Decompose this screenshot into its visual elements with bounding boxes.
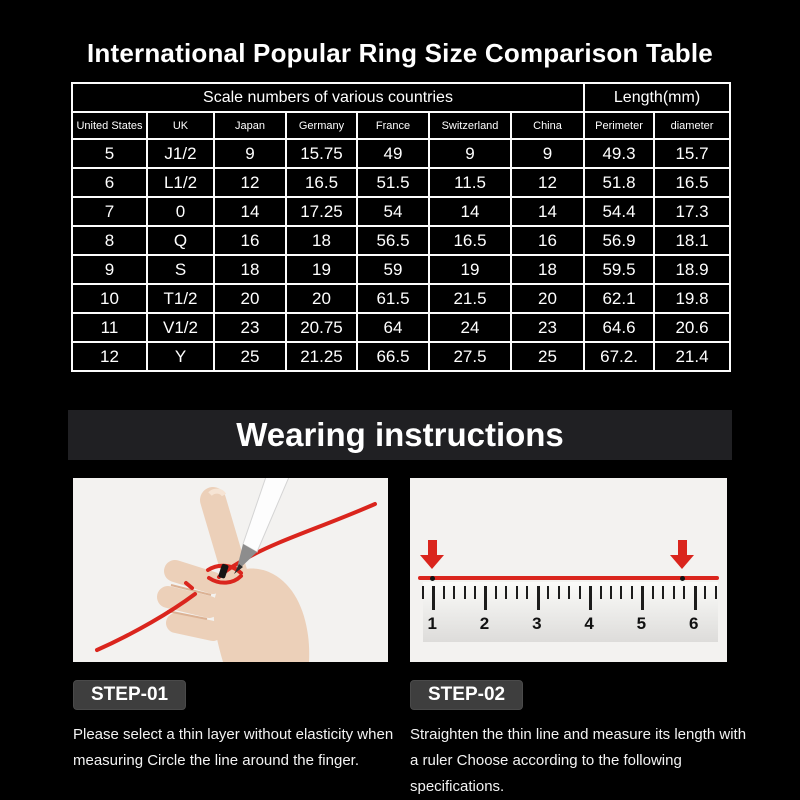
ruler-tick <box>579 586 581 599</box>
table-cell: 16 <box>214 226 286 255</box>
table-cell: 10 <box>72 284 147 313</box>
table-cell: T1/2 <box>147 284 214 313</box>
table-cell: 20 <box>214 284 286 313</box>
table-cell: 56.9 <box>584 226 654 255</box>
ruler-number: 2 <box>479 614 490 633</box>
ruler-tick <box>589 586 592 610</box>
table-cell: 59.5 <box>584 255 654 284</box>
ruler-tick <box>683 586 685 599</box>
table-cell: 14 <box>214 197 286 226</box>
table-cell: 61.5 <box>357 284 429 313</box>
string-end-dot <box>430 576 435 581</box>
ruler-tick <box>662 586 664 599</box>
table-cell: 12 <box>511 168 584 197</box>
group-header-cell: Scale numbers of various countries <box>72 83 584 112</box>
table-cell: 6 <box>72 168 147 197</box>
ruler-tick <box>464 586 466 599</box>
table-cell: 15.75 <box>286 139 357 168</box>
step-2-section <box>410 478 747 800</box>
table-cell: 62.1 <box>584 284 654 313</box>
table-cell: 5 <box>72 139 147 168</box>
table-cell: Y <box>147 342 214 371</box>
step-2-caption: Straighten the thin line and measure its length with a ruler Choose according to the following specifications. <box>410 726 747 795</box>
column-header-cell: diameter <box>654 112 730 139</box>
table-cell: 54 <box>357 197 429 226</box>
table-cell: 21.25 <box>286 342 357 371</box>
ring-size-table-wrap <box>71 82 729 372</box>
ruler-tick <box>474 586 476 599</box>
table-cell: 21.4 <box>654 342 730 371</box>
table-cell: 11 <box>72 313 147 342</box>
table-cell: 9 <box>511 139 584 168</box>
table-cell: 19 <box>429 255 511 284</box>
ruler-number: 1 <box>427 614 437 633</box>
finger-string-illustration <box>73 478 388 662</box>
group-header-cell: Length(mm) <box>584 83 730 112</box>
table-row <box>72 342 730 371</box>
table-cell: 59 <box>357 255 429 284</box>
table-row <box>72 139 730 168</box>
table-cell: 11.5 <box>429 168 511 197</box>
column-header-cell: Germany <box>286 112 357 139</box>
table-cell: 20 <box>511 284 584 313</box>
string-end-dot <box>680 576 685 581</box>
table-cell: 9 <box>214 139 286 168</box>
table-cell: 16 <box>511 226 584 255</box>
down-arrow-icon <box>669 540 695 569</box>
table-cell: 56.5 <box>357 226 429 255</box>
table-cell: V1/2 <box>147 313 214 342</box>
ruler-tick <box>547 586 549 599</box>
column-header-cell: UK <box>147 112 214 139</box>
ruler-illustration <box>410 478 727 662</box>
column-header-cell: China <box>511 112 584 139</box>
table-cell: 19.8 <box>654 284 730 313</box>
ruler-tick <box>422 586 424 599</box>
table-cell: 20 <box>286 284 357 313</box>
table-cell: 14 <box>511 197 584 226</box>
table-cell: 18 <box>511 255 584 284</box>
table-cell: 20.6 <box>654 313 730 342</box>
table-cell: 9 <box>429 139 511 168</box>
instructions-banner <box>68 410 732 460</box>
table-cell: 18 <box>214 255 286 284</box>
ruler-number: 5 <box>636 614 647 633</box>
ruler-tick <box>558 586 560 599</box>
ruler-tick <box>484 586 487 610</box>
ruler-tick <box>453 586 455 599</box>
ruler-tick <box>673 586 675 599</box>
column-header-row <box>72 112 730 139</box>
table-cell: L1/2 <box>147 168 214 197</box>
step-2-badge: STEP-02 <box>410 680 523 710</box>
step-1-section <box>73 478 394 774</box>
ruler-number: 6 <box>688 614 699 633</box>
ruler-tick <box>704 586 706 599</box>
table-cell: 51.8 <box>584 168 654 197</box>
column-header-cell: Perimeter <box>584 112 654 139</box>
table-cell: 23 <box>214 313 286 342</box>
table-cell: 7 <box>72 197 147 226</box>
table-cell: 8 <box>72 226 147 255</box>
table-cell: 64 <box>357 313 429 342</box>
table-cell: 67.2. <box>584 342 654 371</box>
ring-size-table <box>71 82 731 372</box>
table-cell: 19 <box>286 255 357 284</box>
ruler-tick <box>620 586 622 599</box>
column-header-cell: Switzerland <box>429 112 511 139</box>
group-header-row <box>72 83 730 112</box>
ruler-tick <box>600 586 602 599</box>
instructions-heading: Wearing instructions <box>236 416 564 453</box>
table-cell: 49.3 <box>584 139 654 168</box>
ruler-tick <box>641 586 644 610</box>
table-cell: J1/2 <box>147 139 214 168</box>
table-cell: 18 <box>286 226 357 255</box>
ruler-tick <box>568 586 570 599</box>
table-cell: 23 <box>511 313 584 342</box>
table-cell: 25 <box>511 342 584 371</box>
ruler-tick <box>526 586 528 599</box>
table-cell: 27.5 <box>429 342 511 371</box>
table-cell: 16.5 <box>286 168 357 197</box>
table-cell: 18.9 <box>654 255 730 284</box>
table-cell: 14 <box>429 197 511 226</box>
ruler-tick <box>537 586 540 610</box>
column-header-cell: France <box>357 112 429 139</box>
table-body <box>72 139 730 371</box>
table-cell: 12 <box>72 342 147 371</box>
column-header-cell: United States <box>72 112 147 139</box>
table-cell: 66.5 <box>357 342 429 371</box>
table-cell: 18.1 <box>654 226 730 255</box>
table-cell: 24 <box>429 313 511 342</box>
table-cell: 64.6 <box>584 313 654 342</box>
ruler-tick <box>443 586 445 599</box>
table-cell: 16.5 <box>429 226 511 255</box>
measuring-string-line <box>418 576 719 580</box>
ruler-number: 3 <box>532 614 542 633</box>
down-arrow-icon <box>419 540 445 569</box>
step-1-caption: Please select a thin layer without elasticity when measuring Circle the line around the finger. <box>73 726 394 769</box>
ruler-tick <box>631 586 633 599</box>
table-cell: Q <box>147 226 214 255</box>
page-title: International Popular Ring Size Comparison Table <box>87 38 713 69</box>
table-cell: 17.3 <box>654 197 730 226</box>
ruler-tick <box>505 586 507 599</box>
table-cell: 49 <box>357 139 429 168</box>
table-row <box>72 168 730 197</box>
table-cell: 12 <box>214 168 286 197</box>
ruler-tick <box>495 586 497 599</box>
table-cell: 0 <box>147 197 214 226</box>
table-row <box>72 226 730 255</box>
table-cell: S <box>147 255 214 284</box>
table-cell: 9 <box>72 255 147 284</box>
ruler-tick <box>652 586 654 599</box>
table-cell: 15.7 <box>654 139 730 168</box>
ruler-tick <box>432 586 435 610</box>
ruler-tick <box>516 586 518 599</box>
table-row <box>72 255 730 284</box>
table-cell: 51.5 <box>357 168 429 197</box>
ruler-tick <box>694 586 697 610</box>
column-header-cell: Japan <box>214 112 286 139</box>
table-cell: 20.75 <box>286 313 357 342</box>
table-cell: 25 <box>214 342 286 371</box>
table-cell: 21.5 <box>429 284 511 313</box>
ruler-tick <box>610 586 612 599</box>
table-row <box>72 313 730 342</box>
ruler-number: 4 <box>584 614 594 633</box>
ruler-tick <box>715 586 717 599</box>
step-1-badge: STEP-01 <box>73 680 186 710</box>
table-cell: 17.25 <box>286 197 357 226</box>
table-row <box>72 284 730 313</box>
table-cell: 16.5 <box>654 168 730 197</box>
table-row <box>72 197 730 226</box>
hand-measure-image <box>73 478 388 662</box>
table-cell: 54.4 <box>584 197 654 226</box>
